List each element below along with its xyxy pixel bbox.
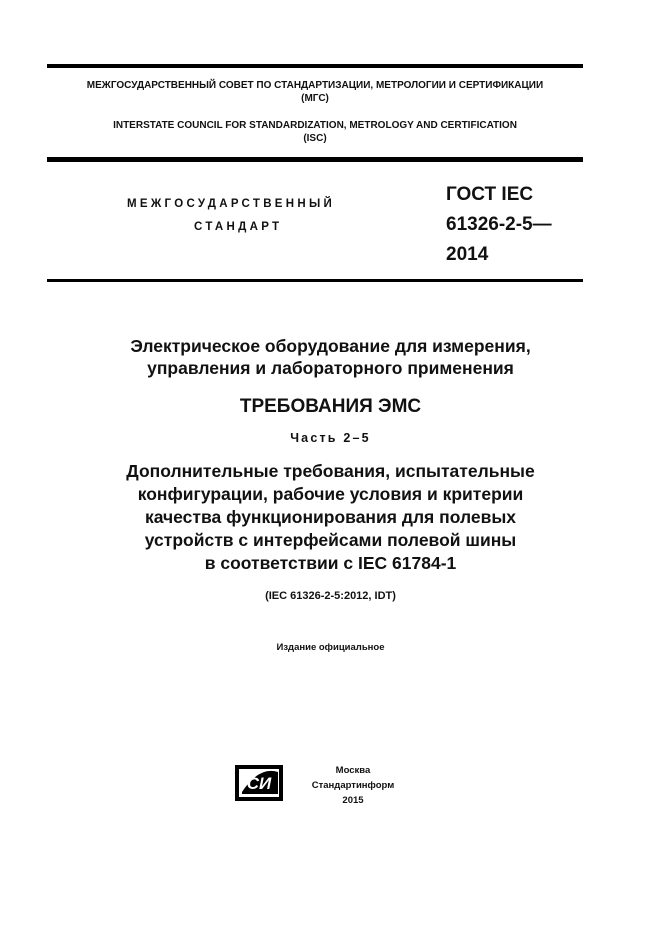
middle-rule: [47, 157, 583, 162]
gost-number-line1: ГОСТ IEC: [446, 184, 534, 205]
publisher-name: Стандартинформ: [311, 780, 395, 791]
gost-number-line3: 2014: [446, 244, 489, 265]
official-edition: Издание официальное: [276, 642, 385, 653]
requirements-heading: ТРЕБОВАНИЯ ЭМС: [239, 396, 422, 417]
subtitle-line3: качества функционирования для полевых: [144, 507, 517, 527]
logo-letters: СИ: [246, 774, 272, 793]
standartinform-logo-icon: [234, 764, 284, 802]
subtitle-line1: Дополнительные требования, испытательные: [126, 461, 535, 481]
title-line2: управления и лабораторного применения: [147, 358, 514, 378]
subtitle-line2: конфигурации, рабочие условия и критерии: [137, 484, 524, 504]
gost-number-line2: 61326-2-5—: [446, 214, 552, 235]
council-en: INTERSTATE COUNCIL FOR STANDARDIZATION, METROLOGY AND CERTIFICATION: [113, 120, 517, 131]
standard-type-line1: МЕЖГОСУДАРСТВЕННЫЙ: [127, 198, 336, 210]
standard-type-line2: СТАНДАРТ: [194, 221, 283, 233]
publisher-city: Москва: [335, 765, 371, 776]
council-en-abbr: (ISC): [303, 133, 327, 144]
top-rule: [47, 64, 583, 68]
part-number: Часть 2–5: [290, 431, 371, 445]
subtitle-line4: устройств с интерфейсами полевой шины: [144, 530, 517, 550]
publisher-year: 2015: [342, 795, 364, 806]
lower-rule: [47, 279, 583, 282]
council-ru-abbr: (МГС): [301, 93, 329, 104]
council-ru: МЕЖГОСУДАРСТВЕННЫЙ СОВЕТ ПО СТАНДАРТИЗАЦИИ, МЕТРОЛОГИИ И СЕРТИФИКАЦИИ: [86, 80, 544, 91]
subtitle-line5: в соответствии с IEC 61784-1: [204, 553, 457, 573]
title-line1: Электрическое оборудование для измерения,: [130, 336, 531, 356]
identity-note: (IEC 61326-2-5:2012, IDT): [265, 590, 396, 602]
